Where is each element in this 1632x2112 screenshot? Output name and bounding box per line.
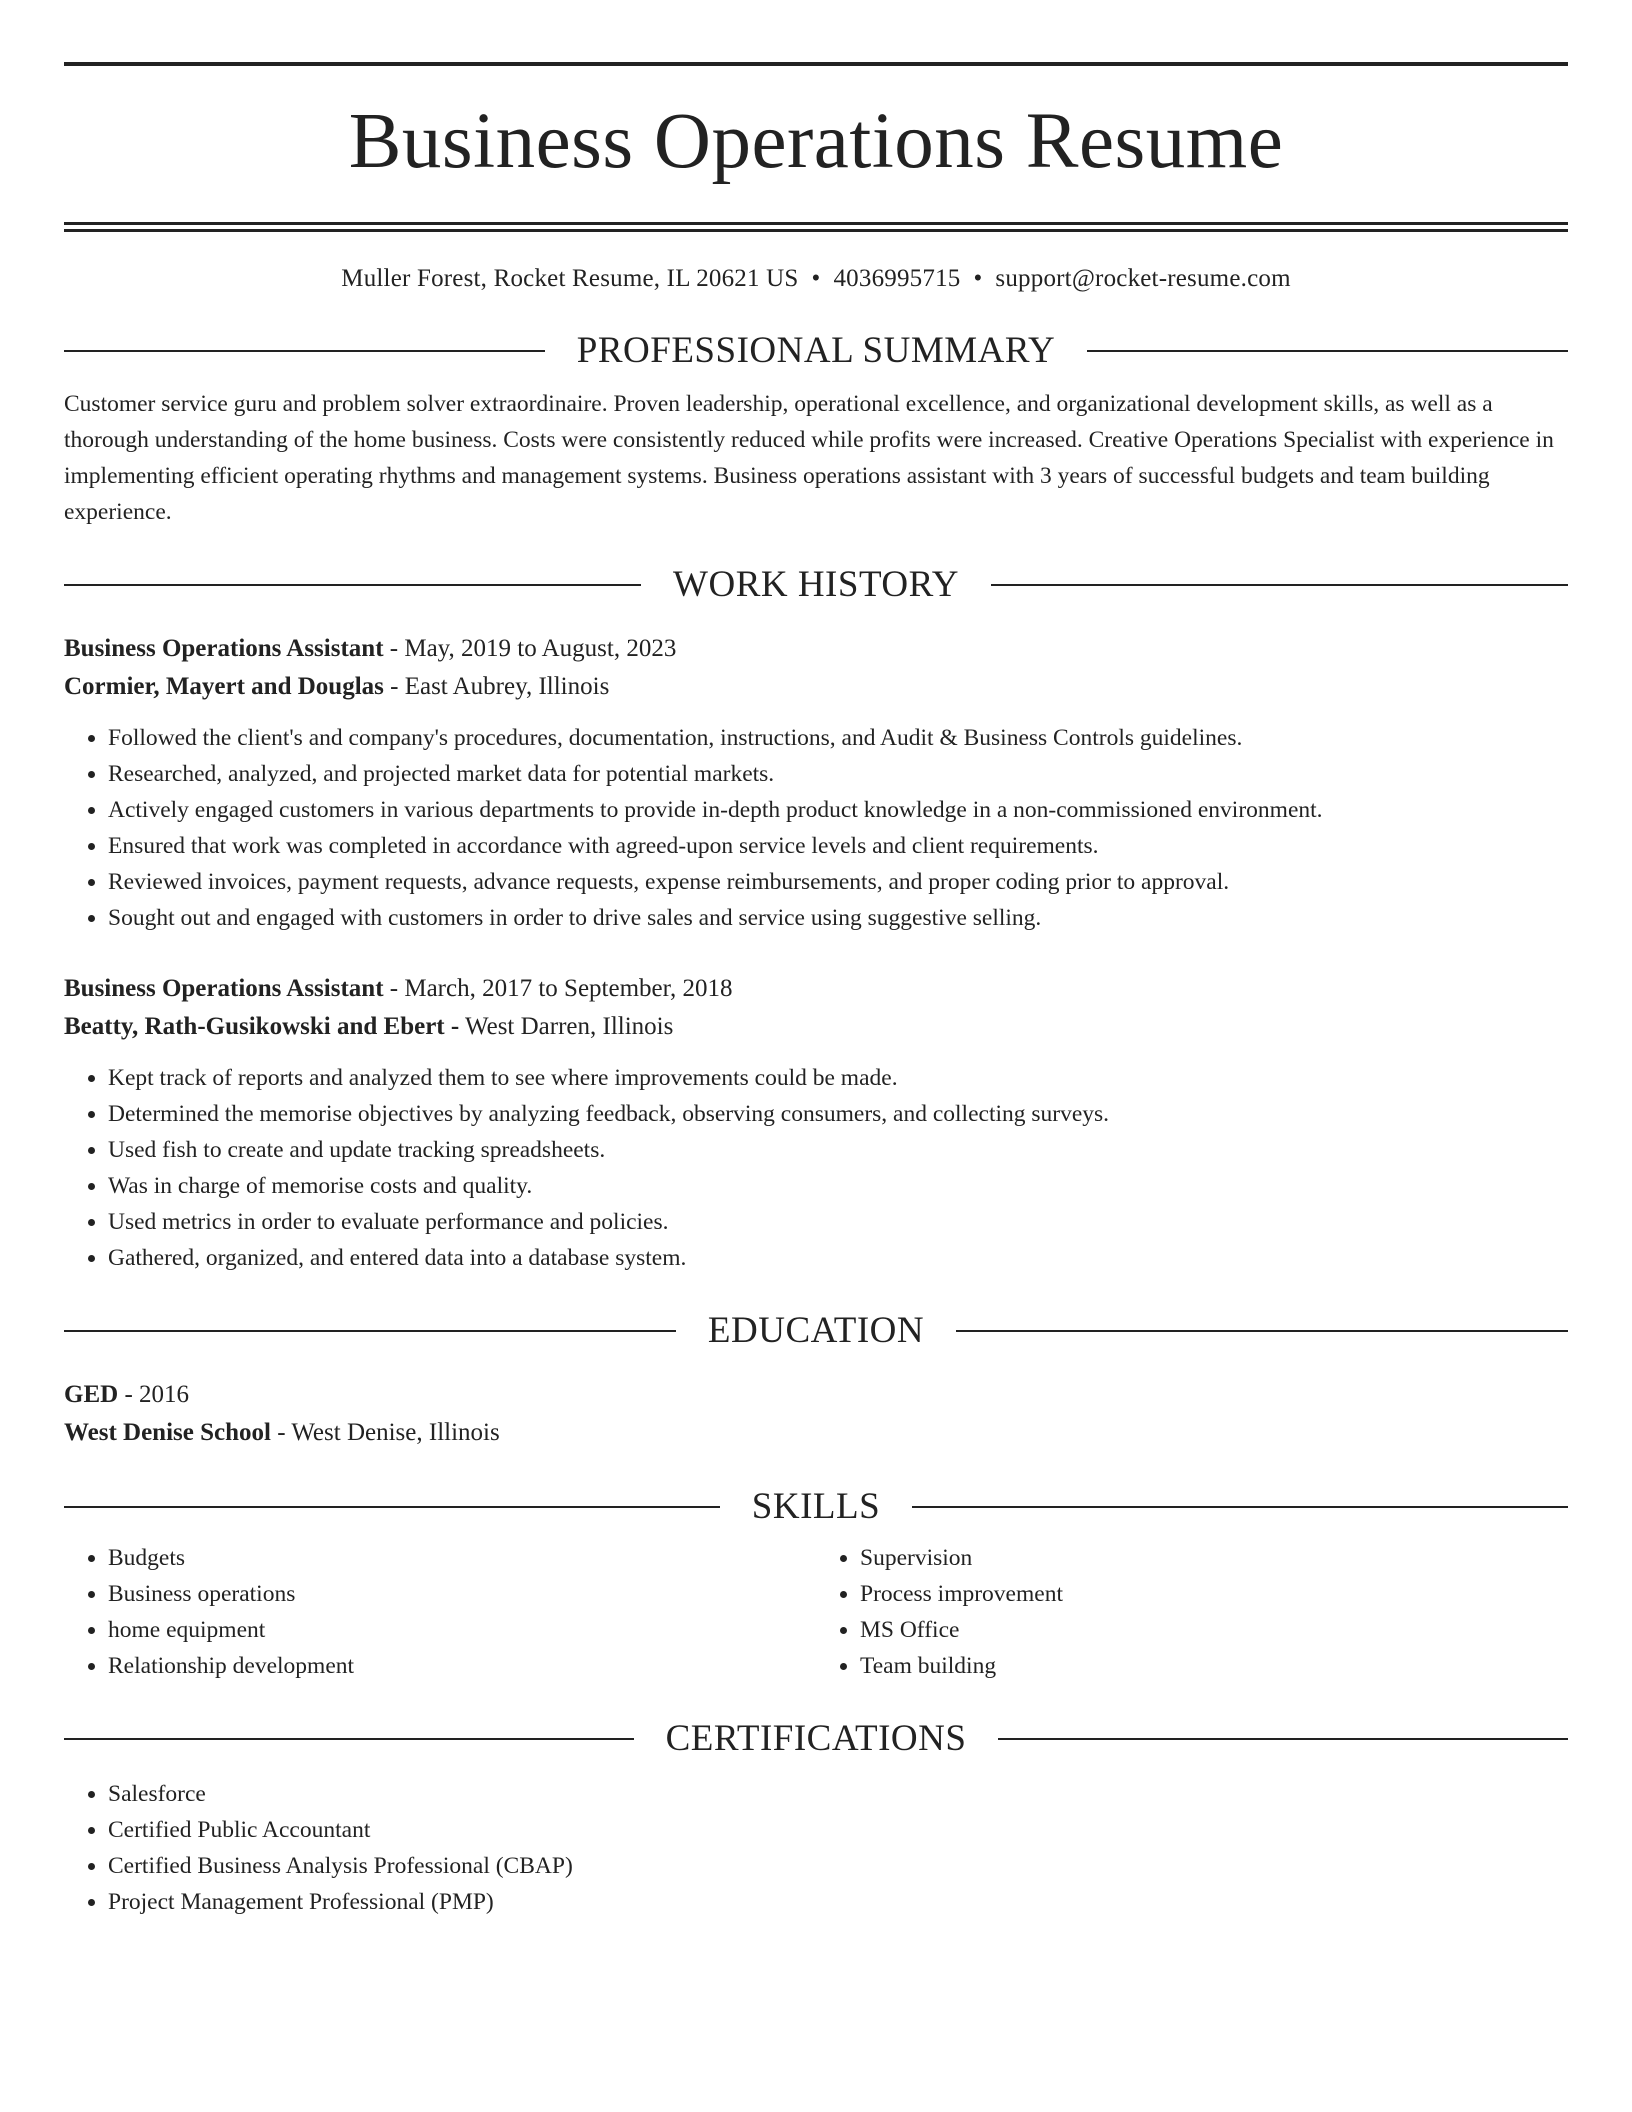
section-title: PROFESSIONAL SUMMARY: [576, 330, 1056, 371]
job-title-line: [64, 970, 1568, 1008]
heading-rule: [64, 1506, 720, 1508]
heading-rule: [912, 1506, 1568, 1508]
contact-line: [64, 262, 1568, 296]
education-degree: GED: [64, 1381, 119, 1408]
heading-rule: [991, 584, 1568, 586]
section-heading-work-history: [64, 562, 1568, 608]
section-heading-summary: [64, 328, 1568, 374]
section-title: SKILLS: [751, 1486, 881, 1527]
job-entry: [64, 970, 1568, 1276]
education-entry: [64, 1376, 1568, 1452]
job-title: Business Operations Assistant: [64, 975, 384, 1002]
title-double-rule: [64, 222, 1568, 232]
section-heading-education: [64, 1308, 1568, 1354]
top-rule: [64, 62, 1568, 66]
job-company: Cormier, Mayert and Douglas: [64, 673, 384, 700]
job-location: - East Aubrey, Illinois: [383, 673, 610, 700]
job-duties-list: [64, 720, 1568, 936]
heading-rule: [64, 350, 545, 352]
certification-item: • Certified Business Analysis Professional (CBAP): [108, 1848, 1568, 1884]
list-item: • Determined the memorise objectives by analyzing feedback, observing consumers, and collecting surveys.: [108, 1096, 1568, 1132]
section-heading-skills: [64, 1484, 1568, 1530]
job-location: West Darren, Illinois: [459, 1013, 674, 1040]
heading-rule: [1087, 350, 1568, 352]
section-heading-certifications: [64, 1716, 1568, 1762]
skills-columns: [64, 1540, 1568, 1684]
education-location: - West Denise, Illinois: [270, 1419, 500, 1446]
summary-paragraph: Customer service guru and problem solver extraordinaire. Proven leadership, operational excellence, and organizational development skills, as well as a thorough understanding of the home business. Costs were consistently reduced while profits were increased. Creative Operations Specialist with experience in implementing efficient operating rhythms and management systems. Business operations assistant with 3 years of successful budgets and team building experience.: [64, 391, 1554, 525]
job-entry: [64, 630, 1568, 936]
skill-item: • home equipment: [108, 1612, 816, 1648]
heading-rule: [64, 1330, 676, 1332]
job-company-line: [64, 1008, 1568, 1046]
list-item: • Used metrics in order to evaluate performance and policies.: [108, 1204, 1568, 1240]
section-title: EDUCATION: [707, 1310, 925, 1351]
contact-separator: •: [973, 265, 983, 292]
list-item: • Was in charge of memorise costs and quality.: [108, 1168, 1568, 1204]
skill-item: • MS Office: [860, 1612, 1568, 1648]
heading-rule: [64, 584, 641, 586]
contact-separator: •: [811, 265, 821, 292]
heading-rule: [998, 1738, 1568, 1740]
list-item: • Researched, analyzed, and projected market data for potential markets.: [108, 756, 1568, 792]
contact-address: Muller Forest, Rocket Resume, IL 20621 US: [341, 265, 799, 292]
education-year: - 2016: [118, 1381, 190, 1408]
list-item: • Followed the client's and company's procedures, documentation, instructions, and Audit & Business Controls guidelines.: [108, 720, 1568, 756]
skill-item: • Supervision: [860, 1540, 1568, 1576]
skill-item: • Process improvement: [860, 1576, 1568, 1612]
certifications-list: [64, 1776, 1568, 1920]
heading-rule: [956, 1330, 1568, 1332]
list-item: • Reviewed invoices, payment requests, advance requests, expense reimbursements, and proper coding prior to approval.: [108, 864, 1568, 900]
section-title: WORK HISTORY: [673, 564, 959, 605]
certification-item: • Certified Public Accountant: [108, 1812, 1568, 1848]
job-title: Business Operations Assistant: [64, 635, 384, 662]
education-degree-line: [64, 1376, 1568, 1414]
list-item: • Ensured that work was completed in accordance with agreed-upon service levels and client requirements.: [108, 828, 1568, 864]
skills-list-right: [816, 1540, 1568, 1684]
job-dates: - May, 2019 to August, 2023: [383, 635, 677, 662]
job-title-line: [64, 630, 1568, 668]
list-item: • Actively engaged customers in various departments to provide in-depth product knowledge in a non-commissioned environment.: [108, 792, 1568, 828]
skills-list-left: [64, 1540, 816, 1684]
education-school: West Denise School: [64, 1419, 271, 1446]
job-duties-list: [64, 1060, 1568, 1276]
skill-item: • Budgets: [108, 1540, 816, 1576]
job-dates: - March, 2017 to September, 2018: [383, 975, 733, 1002]
education-school-line: [64, 1414, 1568, 1452]
job-company-line: [64, 668, 1568, 706]
skill-item: • Relationship development: [108, 1648, 816, 1684]
list-item: • Sought out and engaged with customers in order to drive sales and service using suggestive selling.: [108, 900, 1568, 936]
skill-item: • Business operations: [108, 1576, 816, 1612]
list-item: • Kept track of reports and analyzed them to see where improvements could be made.: [108, 1060, 1568, 1096]
certification-item: • Salesforce: [108, 1776, 1568, 1812]
job-company: Beatty, Rath-Gusikowski and Ebert -: [64, 1013, 460, 1040]
heading-rule: [64, 1738, 634, 1740]
skill-item: • Team building: [860, 1648, 1568, 1684]
contact-phone: 4036995715: [833, 265, 961, 292]
list-item: • Used fish to create and update tracking spreadsheets.: [108, 1132, 1568, 1168]
list-item: • Gathered, organized, and entered data into a database system.: [108, 1240, 1568, 1276]
contact-email: support@rocket-resume.com: [995, 265, 1291, 292]
resume-title: Business Operations Resume: [348, 98, 1284, 185]
certification-item: • Project Management Professional (PMP): [108, 1884, 1568, 1920]
section-title: CERTIFICATIONS: [665, 1718, 967, 1759]
